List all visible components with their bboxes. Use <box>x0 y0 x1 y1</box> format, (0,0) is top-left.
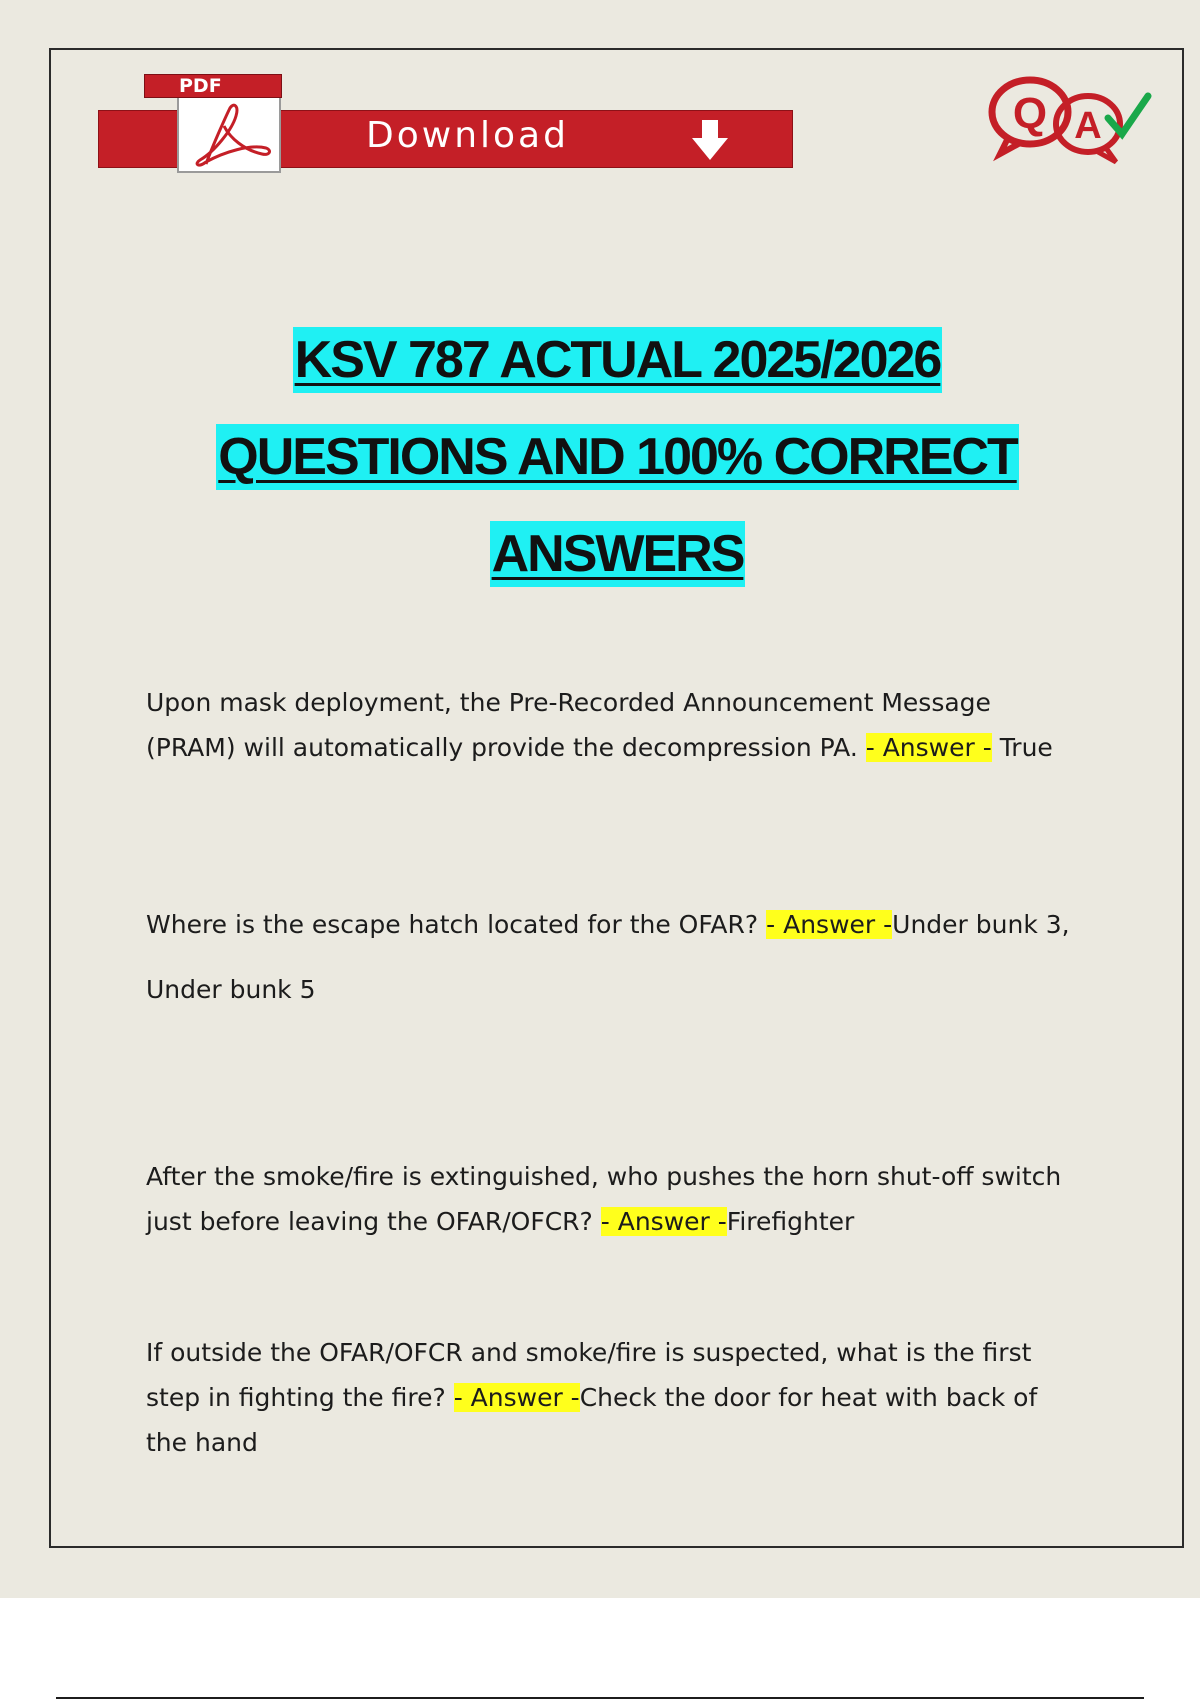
answer-marker: - Answer - <box>453 1383 580 1412</box>
qa-logo-a: A <box>1074 105 1102 147</box>
answer-text: Under bunk 3, <box>892 910 1070 939</box>
qa-item <box>146 680 1086 770</box>
qa-logo <box>988 68 1158 168</box>
title-line-3: ANSWERS <box>490 521 746 587</box>
pdf-tag-label: PDF <box>144 74 282 98</box>
title-line-1: KSV 787 ACTUAL 2025/2026 <box>293 327 943 393</box>
answer-marker: - Answer - <box>865 733 992 762</box>
pdf-file-icon <box>144 72 284 174</box>
download-label[interactable]: Download <box>366 115 569 156</box>
answer-text: Check the door for heat with back of the hand <box>146 1383 1038 1457</box>
pdf-download-banner[interactable] <box>98 72 798 172</box>
document-title <box>60 312 1175 603</box>
answer-text: Firefighter <box>726 1207 855 1236</box>
qa-check-icon <box>988 68 1158 168</box>
question-text: If outside the OFAR/OFCR and smoke/fire is suspected, what is the first step in fighting the fire? <box>146 1338 1032 1412</box>
qa-item <box>146 1154 1086 1244</box>
page-border <box>49 48 1184 1548</box>
answer-text-extra: Under bunk 5 <box>146 975 316 1004</box>
answer-marker: - Answer - <box>600 1207 727 1236</box>
question-text: Upon mask deployment, the Pre-Recorded Announcement Message (PRAM) will automatically provide the decompression PA. <box>146 688 991 762</box>
question-text: Where is the escape hatch located for the OFAR? <box>146 910 759 939</box>
qa-item <box>146 1330 1086 1465</box>
answer-marker: - Answer - <box>766 910 893 939</box>
question-text: After the smoke/fire is extinguished, who pushes the horn shut-off switch just before leaving the OFAR/OFCR? <box>146 1162 1062 1236</box>
title-line-2: QUESTIONS AND 100% CORRECT <box>216 424 1018 490</box>
footer-rule <box>56 1697 1144 1699</box>
answer-text: True <box>999 733 1053 762</box>
qa-item <box>146 902 1086 1012</box>
qa-logo-q: Q <box>1012 89 1048 138</box>
download-arrow-icon <box>690 118 730 162</box>
